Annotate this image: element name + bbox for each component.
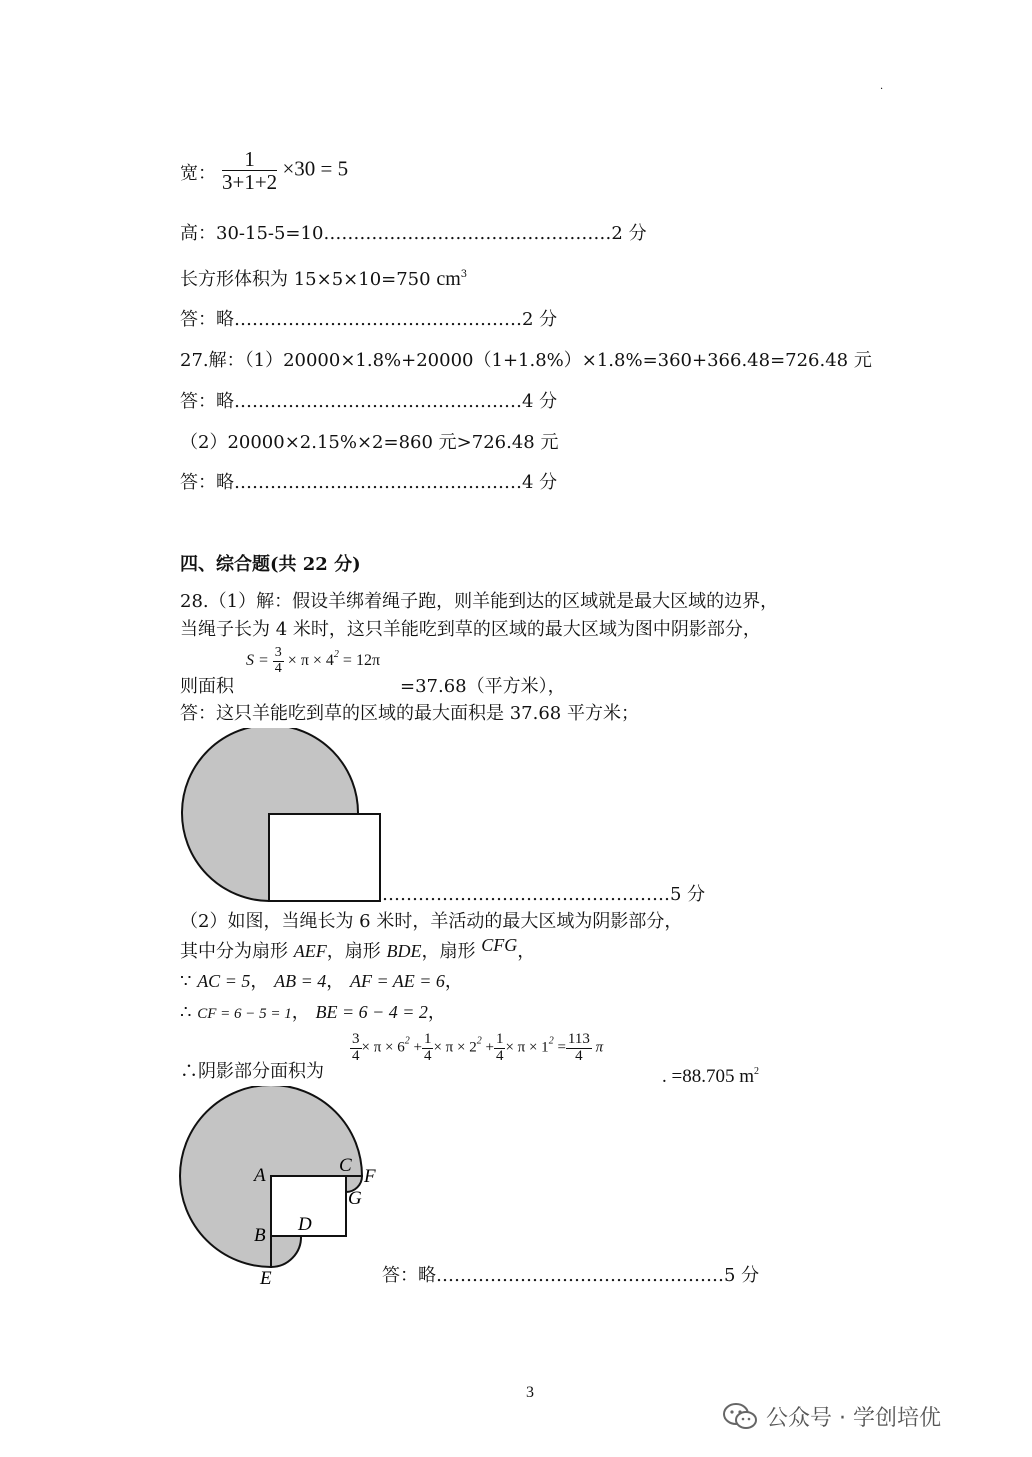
area-value: =37.68（平方米）， [400,676,566,697]
t1-body: × π × 6 [361,1039,405,1056]
label-a: A [254,1165,266,1186]
answer-line-2: 答：略…………………………………………4 分 [180,391,558,412]
label-b: B [254,1225,266,1246]
af-eq: AF = AE = 6 [349,971,445,991]
watermark-text: 公众号 · 学创培优 [766,1405,941,1431]
sectors-line [180,935,536,963]
width-numerator: 1 [222,148,277,171]
result-denominator: 4 [575,1047,583,1064]
final-number: =88.705 [671,1066,735,1087]
therefore-line [180,1001,446,1025]
shaded-sector-bde [271,1236,301,1267]
label-e: E [260,1268,272,1286]
t3-exponent: 2 [548,1035,554,1047]
sector-end: ， [517,941,536,962]
sector-sep-2: ，扇形 [421,941,476,962]
volume-line [180,264,467,291]
final-value: . =88.705 $m^2$ [662,1066,759,1087]
t1-numerator: 3 [352,1031,360,1047]
sector-bde: BDE [386,941,422,961]
t2-numerator: 1 [423,1031,432,1047]
result-pi: π [595,1039,604,1056]
sector-aef: AEF [293,941,327,961]
s-denominator: 4 [274,660,282,676]
comma: ， [291,1002,310,1023]
q28-line-1: 28.（1）解：假设羊绑着绳子跑，则羊能到达的区域就是最大区域的边界， [180,591,779,612]
sector-sep-1: ，扇形 [326,941,381,962]
t1-exponent: 2 [404,1035,410,1047]
figure-1 [178,728,388,906]
width-tail: ×30 = 5 [282,156,349,181]
volume-exponent: 3 [460,269,468,280]
height-line: 高：30-15-5=10…………………………………………2 分 [180,223,647,244]
part2-text: （2）如图，当绳长为 6 米时，羊活动的最大区域为阴影部分， [180,911,683,932]
t3-numerator: 1 [495,1031,504,1047]
label-c: C [339,1155,352,1176]
s-mid: × π × 4 [287,651,334,669]
label-g: G [348,1188,362,1209]
shade-formula: $\frac{3}{4}$ × $\pi \times 6^2$ + $\frac{1}{4}$ × $\pi \times 2^2$ + $\frac{1}{4}$ × $\pi \times 1^2$ = $\frac{113}{4}$ π [352,1031,604,1064]
volume-text: 长方形体积为 15×5×10=750 [180,269,437,290]
t3-denominator: 4 [495,1047,504,1064]
area-formula [246,646,380,676]
width-label: 宽： [180,163,216,184]
watermark [722,1400,941,1432]
label-f: F [364,1166,376,1187]
part2-line-1 [180,911,682,933]
corner-mark: · [880,84,884,95]
section-heading: 四、综合题(共 22 分) [180,554,361,575]
score-1: …………………………………………5 分 [382,884,706,905]
answer-line-3: 答：略…………………………………………4 分 [180,472,558,493]
width-formula [222,148,348,193]
ab-eq: AB = 4 [274,971,327,991]
q27-line: 27.解：（1）20000×1.8%+20000（1+1.8%）×1.8%=360+366.48=726.48 元 [180,350,872,371]
s-exponent: 2 [333,648,339,660]
s-lhs: S = [246,651,269,669]
t3-body: × π × 1 [505,1039,549,1056]
comma: ， [326,971,345,992]
shade-label: ∴阴影部分面积为 [180,1061,324,1082]
result-numerator: 113 [567,1031,590,1047]
final-unit: m [739,1066,754,1087]
t2-exponent: 2 [476,1035,482,1047]
wechat-icon [722,1400,758,1432]
s-rhs: = 12π [342,651,381,669]
t2-denominator: 4 [423,1047,432,1064]
sector-cfg: CFG [481,935,518,955]
be-eq: BE = 6 − 4 = 2 [315,1002,428,1022]
comma: ， [250,971,269,992]
t2-body: × π × 2 [433,1039,477,1056]
area-label: 则面积 [180,676,234,697]
q27-part2-line: （2）20000×2.15%×2=860 元>726.48 元 [180,432,559,453]
q28-answer-1: 答：这只羊能吃到草的区域的最大面积是 37.68 平方米； [180,703,639,724]
because-symbol: ∵ [180,971,192,992]
figure-2 [176,1086,392,1286]
answer-final: 答：略…………………………………………5 分 [382,1265,760,1286]
because-line [180,970,463,993]
square-1 [269,814,380,901]
page-number: 3 [526,1384,534,1401]
volume-unit: cm [436,268,461,290]
s-numerator: 3 [274,645,282,660]
t1-denominator: 4 [352,1047,360,1064]
sectors-prefix: 其中分为扇形 [180,941,288,962]
cf-eq: CF = 6 − 5 = 1 [197,1006,292,1022]
width-denominator: 3+1+2 [222,170,278,195]
comma: ， [427,1002,446,1023]
ac-eq: AC = 5 [197,971,251,991]
answer-line-1: 答：略…………………………………………2 分 [180,309,558,330]
final-exponent: 2 [754,1066,759,1077]
comma: ， [444,971,463,992]
q28-line-2: 当绳子长为 4 米时，这只羊能吃到草的区域的最大区域为图中阴影部分， [180,619,761,640]
therefore-symbol: ∴ [180,1002,192,1023]
label-d: D [298,1214,312,1235]
